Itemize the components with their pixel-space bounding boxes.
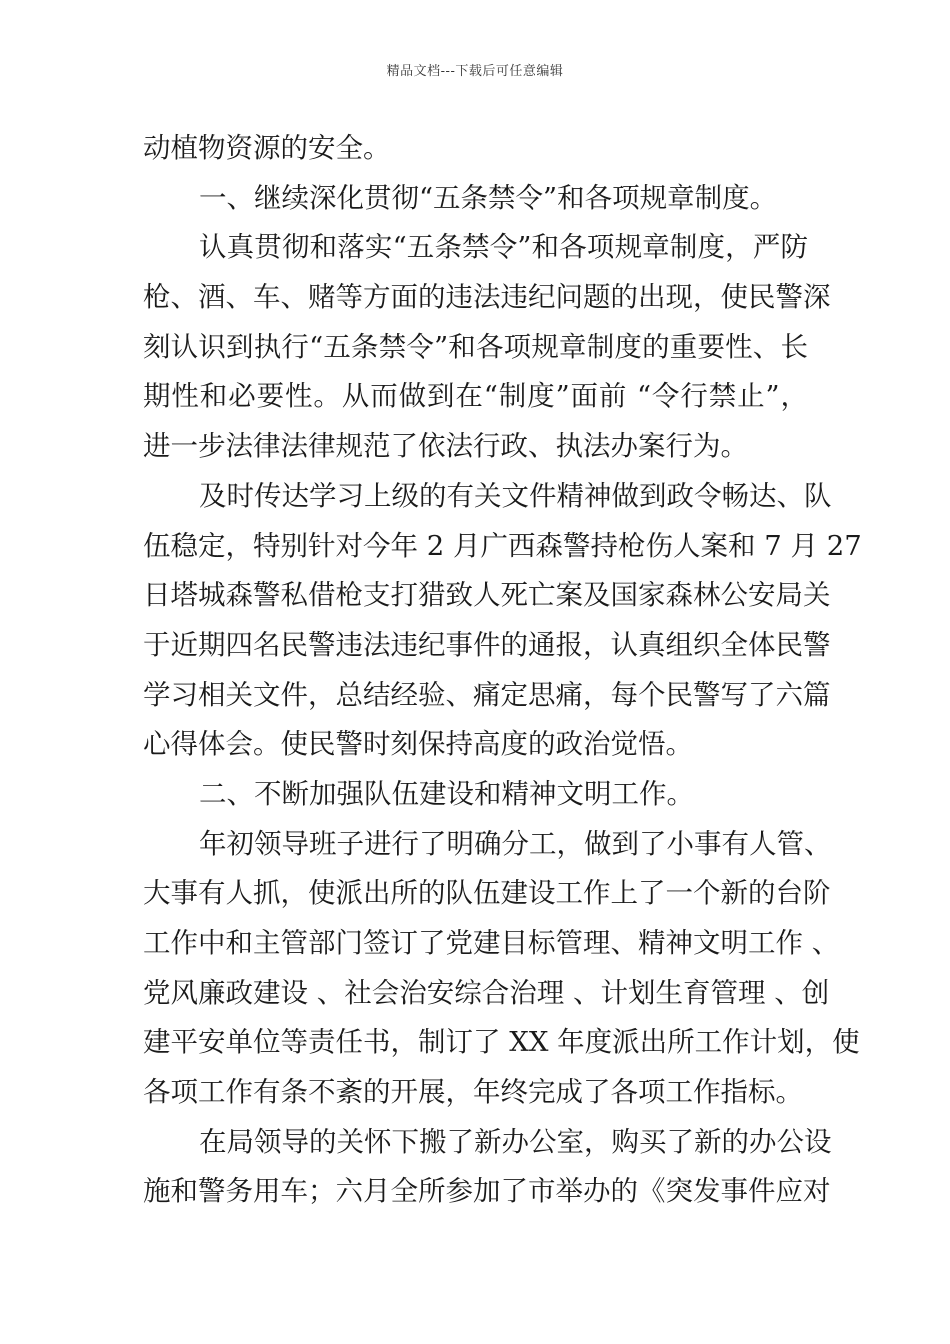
text-line: 于近期四名民警违法违纪事件的通报，认真组织全体民警: [143, 628, 831, 661]
text-line: 一、继续深化贯彻“五条禁令”和各项规章制度。: [199, 181, 778, 214]
text-line: 枪、酒、车、赌等方面的违法违纪问题的出现，使民警深: [143, 281, 831, 314]
paragraph: [143, 223, 831, 471]
text-line: 日塔城森警私借枪支打猎致人死亡案及国家森林公安局关: [143, 579, 831, 612]
text-line: 建平安单位等责任书，制订了 XX 年度派出所工作计划，使: [143, 1026, 860, 1059]
text-line: 大事有人抓，使派出所的队伍建设工作上了一个新的台阶: [143, 877, 831, 910]
document-body: [143, 124, 862, 1217]
text-line: 学习相关文件，总结经验、痛定思痛，每个民警写了六篇: [143, 678, 831, 711]
paragraph: [143, 1118, 832, 1217]
paragraph: [143, 820, 860, 1118]
text-line: 动植物资源的安全。: [143, 132, 391, 164]
paragraph: [143, 124, 808, 174]
text-line: 年初领导班子进行了明确分工，做到了小事有人管、: [199, 827, 832, 860]
text-line: 心得体会。使民警时刻保持高度的政治觉悟。: [143, 728, 693, 761]
section-heading: [143, 770, 808, 820]
text-line: 在局领导的关怀下搬了新办公室，购买了新的办公设: [199, 1125, 832, 1158]
text-line: 二、不断加强队伍建设和精神文明工作。: [199, 777, 694, 810]
paragraph: [143, 472, 862, 770]
text-line: 党风廉政建设 、社会治安综合治理 、计划生育管理 、创: [143, 976, 830, 1009]
text-line: 施和警务用车；六月全所参加了市举办的《突发事件应对: [143, 1175, 831, 1208]
text-line: 工作中和主管部门签订了党建目标管理、精神文明工作 、: [143, 927, 840, 959]
text-line: 进一步法律法律规范了依法行政、执法办案行为。: [143, 430, 748, 463]
section-heading: [143, 174, 808, 224]
text-line: 及时传达学习上级的有关文件精神做到政令畅达、队: [199, 479, 832, 512]
text-line: 期性和必要性。从而做到在“制度”面前 “令行禁止”，: [143, 380, 808, 413]
text-line: 各项工作有条不紊的开展，年终完成了各项工作指标。: [143, 1076, 803, 1109]
page-header: 精品文档---下载后可任意编辑: [386, 64, 564, 79]
text-line: 伍稳定，特别针对今年 2 月广西森警持枪伤人案和 7 月 27: [143, 529, 862, 562]
text-line: 刻认识到执行“五条禁令”和各项规章制度的重要性、长: [143, 330, 808, 363]
text-line: 认真贯彻和落实“五条禁令”和各项规章制度，严防: [199, 231, 808, 264]
